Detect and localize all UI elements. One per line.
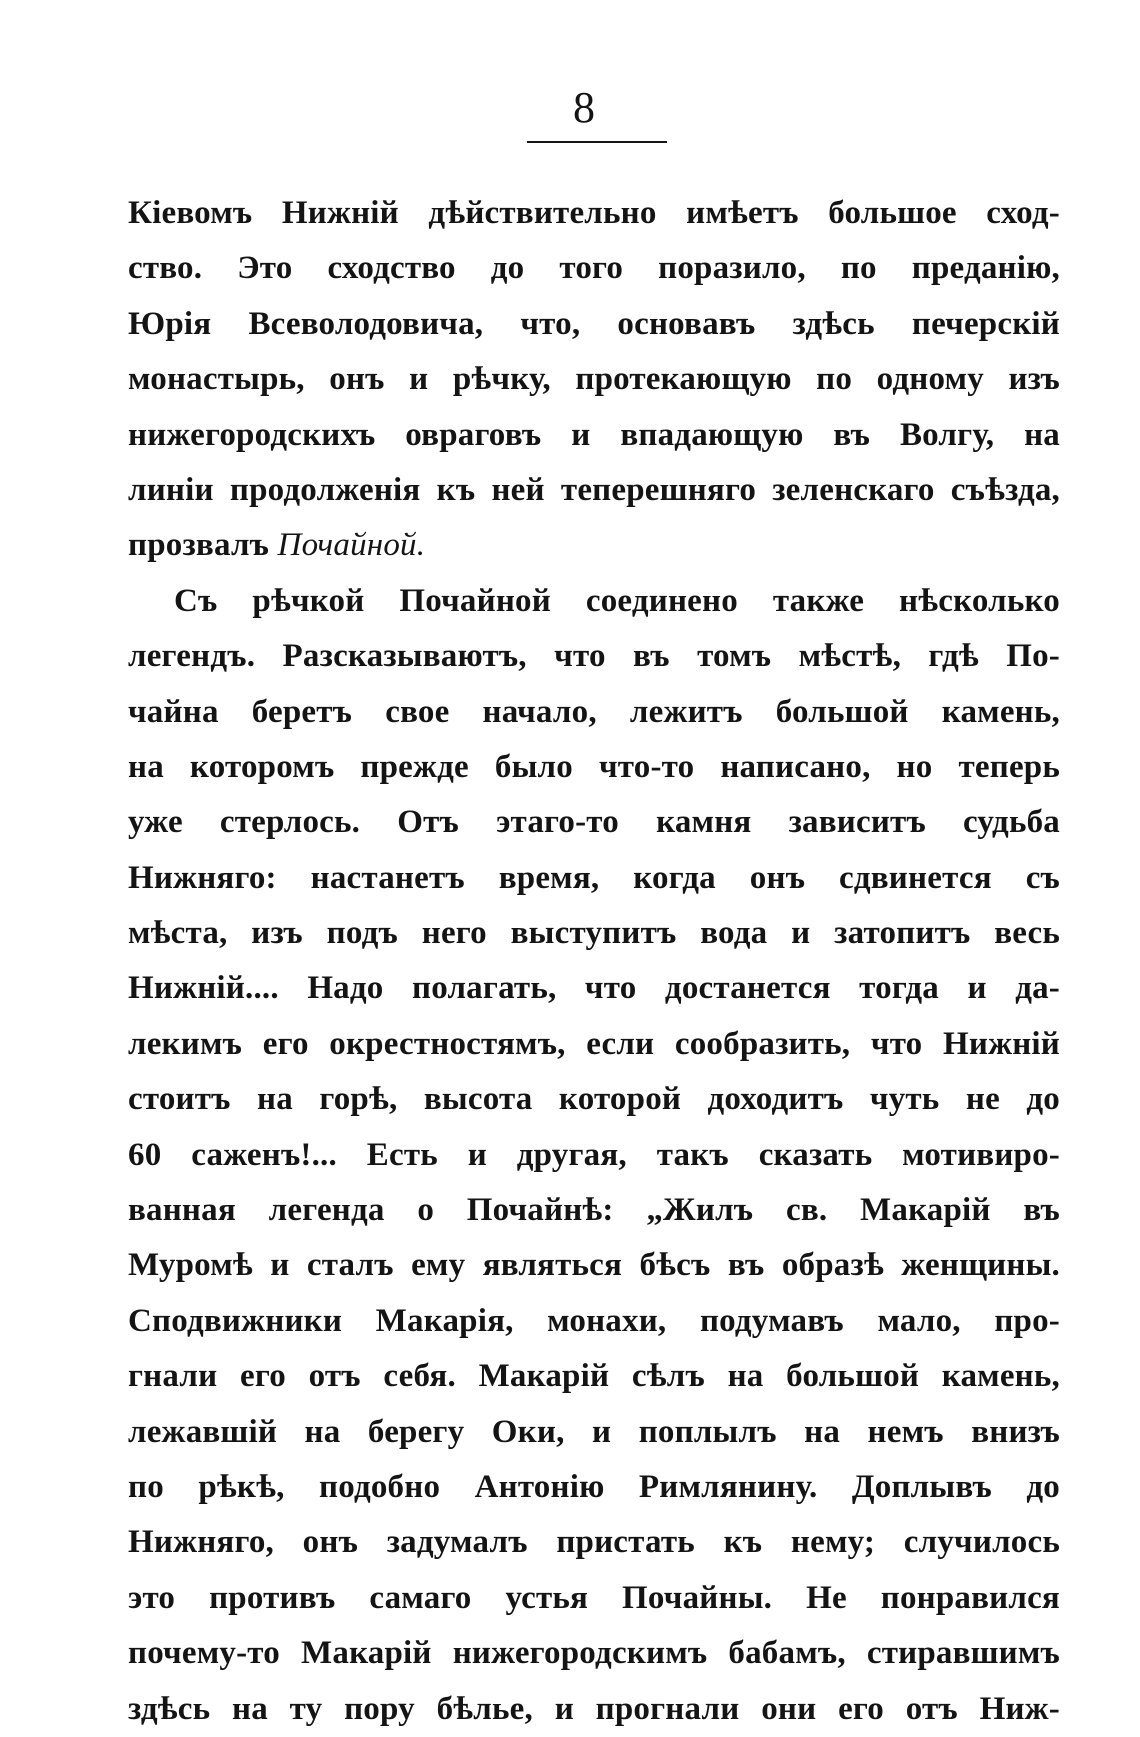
text-line: нижегородскихъ овраговъ и впадающую въ Волгу, на (128, 416, 1060, 453)
text-line: лежавшій на берегу Оки, и поплылъ на немъ внизъ (128, 1413, 1060, 1450)
text-line: гнали его отъ себя. Макарій сѣлъ на большой камень, (128, 1358, 1060, 1395)
text-line: это противъ самаго устья Почайны. Не понравился (128, 1579, 1060, 1616)
text-line: мѣста, изъ подъ него выступитъ вода и затопитъ весь (128, 915, 1060, 952)
text-line: ванная легенда о Почайнѣ: „Жилъ св. Макарій въ (128, 1192, 1060, 1229)
text-line: Нижній.... Надо полагать, что достанется тогда и да- (128, 970, 1060, 1007)
text-line: монастырь, онъ и рѣчку, протекающую по одному изъ (128, 361, 1060, 398)
text-line-plain: прозвалъ (128, 527, 278, 564)
text-line: Нижняго, онъ задумалъ пристать къ нему; случилось (128, 1524, 1060, 1561)
text-line: по рѣкѣ, подобно Антонію Римлянину. Доплывъ до (128, 1468, 1060, 1505)
text-line: лекимъ его окрестностямъ, если сообразить, что Нижній (128, 1025, 1060, 1062)
text-line: почему-то Макарій нижегородскимъ бабамъ, стиравшимъ (128, 1635, 1060, 1672)
text-line (128, 518, 1060, 573)
text-line: Кіевомъ Нижній дѣйствительно имѣетъ большое сход- (128, 195, 1060, 231)
text-line: Юрія Всеволодовича, что, основавъ здѣсь печерскій (128, 305, 1060, 342)
text-line: 60 саженъ!... Есть и другая, такъ сказать мотивиро- (128, 1136, 1060, 1173)
text-line: здѣсь на ту пору бѣлье, и прогнали они его отъ Ниж- (128, 1690, 1060, 1727)
text-line: чайна беретъ свое начало, лежитъ большой камень, (128, 693, 1060, 730)
text-line-italic: Почайной. (277, 527, 426, 564)
page-number-rule (527, 141, 667, 143)
text-line: ство. Это сходство до того поразило, по преданію, (128, 250, 1060, 287)
text-line: стоитъ на горѣ, высота которой доходитъ чуть не до (128, 1081, 1060, 1118)
text-line: Нижняго: настанетъ время, когда онъ сдвинется съ (128, 859, 1060, 896)
text-line: Сподвижники Макарія, монахи, подумавъ мало, про- (128, 1302, 1060, 1339)
text-line: линіи продолженія къ ней теперешняго зеленскаго съѣзда, (128, 471, 1060, 508)
text-line: уже стерлось. Отъ этаго-то камня зависитъ судьба (128, 804, 1060, 841)
page-number: 8 (573, 83, 595, 132)
text-line: Съ рѣчкой Почайной соединено также нѣсколько (174, 582, 1060, 619)
text-line: на которомъ прежде было что-то написано, но теперь (128, 748, 1060, 785)
text-line: легендъ. Разсказываютъ, что въ томъ мѣстѣ, гдѣ По- (128, 638, 1060, 675)
body-text (128, 186, 1060, 1737)
text-line: Муромѣ и сталъ ему являться бѣсъ въ образѣ женщины. (128, 1247, 1060, 1284)
